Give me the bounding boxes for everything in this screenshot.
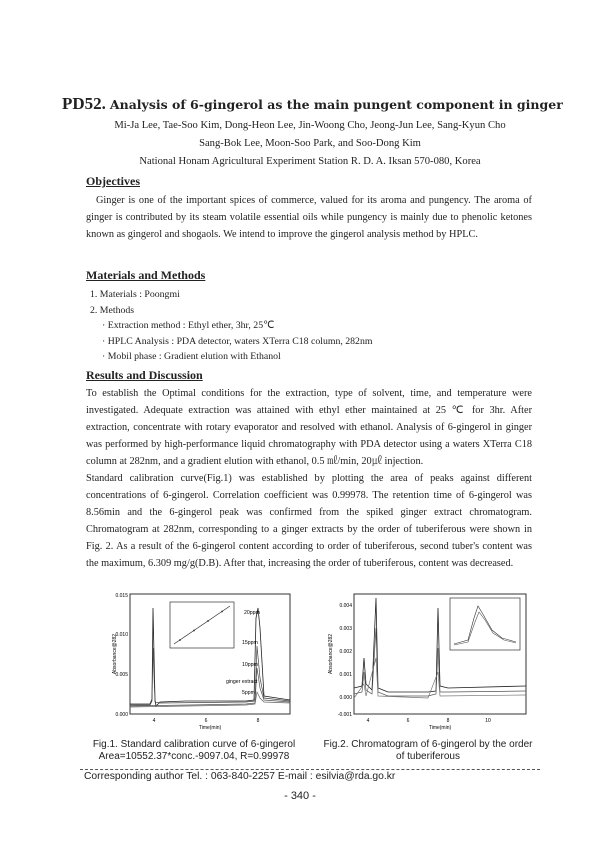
page-number: - 340 -	[284, 790, 316, 802]
fig2-xlabel: Time(min)	[428, 725, 452, 731]
authors-line-2: Sang-Bok Lee, Moon-Soo Park, and Soo-Dong Kim	[199, 138, 421, 149]
methods-item-materials: 1. Materials : Poongmi	[90, 289, 180, 300]
fig1-caption-line-1: Fig.1. Standard calibration curve of 6-gingerol	[92, 739, 296, 750]
fig1-label-ginger-extract: ginger extract	[226, 679, 258, 685]
fig2-ytick: 0.000	[339, 695, 352, 701]
fig2-ytick: 0.002	[339, 649, 352, 655]
footer-divider	[80, 769, 540, 770]
title-text: Analysis of 6-gingerol as the main pungent component in ginger	[109, 97, 563, 112]
methods-heading: Materials and Methods	[86, 268, 206, 282]
fig2-caption-line-2: of tuberiferous	[396, 751, 460, 762]
fig1-xlabel: Time(min)	[198, 725, 222, 731]
fig1-ytick: 0.015	[115, 593, 128, 599]
corresponding-author: Corresponding author Tel. : 063-840-2257 E-mail : esilvia@rda.go.kr	[84, 771, 396, 782]
fig2-xtick: 10	[485, 718, 491, 724]
fig2-ytick: 0.004	[339, 603, 352, 609]
author-block	[80, 117, 540, 171]
fig2-ylabel: Absorbance@282	[328, 633, 334, 675]
affiliation: National Honam Agricultural Experiment Station R. D. A. Iksan 570-080, Korea	[139, 156, 481, 167]
fig2-ytick: -0.001	[337, 712, 352, 718]
fig1-label-15ppm: 15ppm	[242, 640, 258, 646]
paper-title	[62, 94, 562, 114]
fig1-ytick: 0.010	[115, 632, 128, 638]
figure-2-caption	[318, 739, 538, 763]
fig1-xtick: 8	[256, 718, 260, 724]
fig1-xtick: 6	[204, 718, 208, 724]
fig2-xtick: 6	[406, 718, 410, 724]
results-paragraph-2: Standard calibration curve(Fig.1) was established by plotting the area of peaks against different concentrations of 6-gingerol. Correlation coefficient was 0.99978. The retention time of 6-gingerol was 8.56min and the 6-gingerol peak was confirmed from the spiked ginger extract chromatogram. Chromatogram at 282nm, corresponding to a ginger extracts by the order of tuberiferous were shown in Fig. 2. As a result of the 6-gingerol content according to order of tuberiferous, second tuber's content was the maximum, 6.309 mg/g(D.B). After that, increasing the order of tuberiferous, content was decreased.	[86, 473, 532, 569]
fig2-xtick: 4	[366, 718, 370, 724]
fig1-ylabel: Absorbance@282	[112, 633, 118, 675]
objectives-heading: Objectives	[86, 174, 140, 188]
fig1-label-5ppm: 5ppm	[242, 690, 255, 696]
figure-1-caption	[86, 739, 302, 763]
fig1-label-10ppm: 10ppm	[242, 662, 258, 668]
methods-item-methods: 2. Methods	[90, 304, 135, 316]
objectives-text	[86, 192, 532, 243]
results-text	[86, 385, 532, 572]
results-heading: Results and Discussion	[86, 368, 203, 382]
fig1-caption-line-2: Area=10552.37*conc.-9097.04, R=0.99978	[98, 751, 290, 762]
fig2-xtick: 8	[446, 718, 450, 724]
fig1-ytick: 0.000	[115, 712, 128, 718]
figure-1-chart	[86, 588, 296, 738]
poster-code: PD52.	[62, 94, 106, 113]
methods-sub-extraction: · Extraction method : Ethyl ether, 3hr, 25℃	[102, 320, 275, 331]
fig2-caption-line-1: Fig.2. Chromatogram of 6-gingerol by the order	[323, 739, 533, 750]
fig2-ytick: 0.001	[339, 672, 352, 678]
fig1-label-20ppm: 20ppm	[244, 610, 260, 616]
authors-line-1: Mi-Ja Lee, Tae-Soo Kim, Dong-Heon Lee, Jin-Woong Cho, Jeong-Jun Lee, Sang-Kyun Cho	[114, 120, 506, 131]
results-paragraph-1: To establish the Optimal conditions for the extraction, type of solvent, time, and temperature were investigated. Adequate extraction was attained with ethyl ether maintained at 25 ℃ for 3hr. After extraction, concentrate with rotary evaporator and resolved with ethanol. Analysis of 6-gingerol in ginger was performed by high-performance liquid chromatography with PDA detector using a waters XTerra C18 column at 282nm, and a gradient elution with ethanol, 0.5 ㎖/min, 20㎕ injection.	[86, 388, 532, 467]
methods-list	[90, 287, 372, 365]
fig2-ytick: 0.003	[339, 626, 352, 632]
methods-sub-mobile-phase: · Mobil phase : Gradient elution with Ethanol	[102, 351, 281, 362]
methods-sub-hplc: · HPLC Analysis : PDA detector, waters XTerra C18 column, 282nm	[102, 335, 373, 347]
fig1-ytick: 0.005	[115, 672, 128, 678]
fig1-xtick: 4	[152, 718, 156, 724]
figure-2-chart	[318, 588, 532, 738]
objectives-paragraph: Ginger is one of the important spices of commerce, valued for its aroma and pungency. The aroma of ginger is contributed by its steam volatile essential oils while pungency is mainly due to phenolic ketones known as gingerol and shogaols. We intend to improve the gingerol analysis method by HPLC.	[86, 195, 532, 240]
